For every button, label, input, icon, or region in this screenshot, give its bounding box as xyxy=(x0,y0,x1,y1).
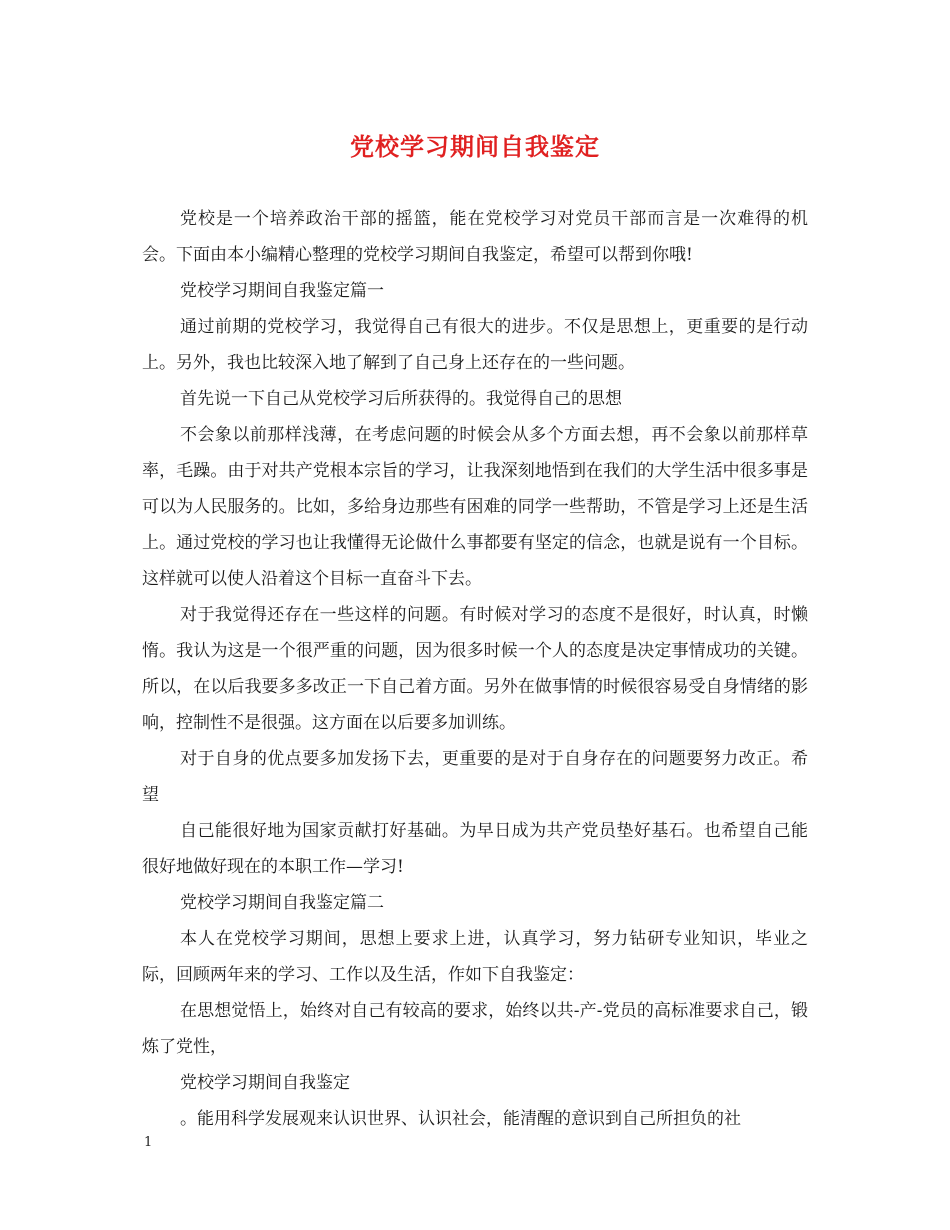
paragraph: 对于自身的优点要多加发扬下去，更重要的是对于自身存在的问题要努力改正。希望 xyxy=(142,749,808,805)
page-number: 1 xyxy=(144,1135,153,1150)
paragraph: 对于我觉得还存在一些这样的问题。有时候对学习的态度不是很好，时认真，时懒惰。我认为这是一个很严重的问题，因为很多时候一个人的态度是决定事情成功的关键。所以，在以后我要多多改正一下自己着方面。另外在做事情的时候很容易受自身情绪的影响，控制性不是很强。这方面在以后要多加训练。 xyxy=(142,605,808,733)
paragraph: 自己能很好地为国家贡献打好基础。为早日成为共产党员垫好基石。也希望自己能很好地做好现在的本职工作—学习! xyxy=(142,821,808,877)
paragraph: 不会象以前那样浅薄，在考虑问题的时候会从多个方面去想，再不会象以前那样草率，毛躁。由于对共产党根本宗旨的学习，让我深刻地悟到在我们的大学生活中很多事是可以为人民服务的。比如，多给身边那些有困难的同学一些帮助，不管是学习上还是生活上。通过党校的学习也让我懂得无论做什么事都要有坚定的信念，也就是说有一个目标。这样就可以使人沿着这个目标一直奋斗下去。 xyxy=(142,425,808,589)
paragraph-intro: 党校是一个培养政治干部的摇篮，能在党校学习对党员干部而言是一次难得的机会。下面由本小编精心整理的党校学习期间自我鉴定，希望可以帮到你哦! xyxy=(142,209,808,265)
document-body xyxy=(142,201,808,1137)
paragraph: 通过前期的党校学习，我觉得自己有很大的进步。不仅是思想上，更重要的是行动上。另外，我也比较深入地了解到了自己身上还存在的一些问题。 xyxy=(142,317,808,373)
section-heading-3: 党校学习期间自我鉴定 xyxy=(180,1073,350,1093)
section-heading-1: 党校学习期间自我鉴定篇一 xyxy=(180,281,384,301)
paragraph: 本人在党校学习期间，思想上要求上进，认真学习，努力钻研专业知识，毕业之际，回顾两年来的学习、工作以及生活，作如下自我鉴定： xyxy=(142,929,808,985)
section-heading-2: 党校学习期间自我鉴定篇二 xyxy=(180,893,384,913)
paragraph: 首先说一下自己从党校学习后所获得的。我觉得自己的思想 xyxy=(180,389,622,409)
paragraph: 在思想觉悟上，始终对自己有较高的要求，始终以共-产-党员的高标准要求自己，锻炼了党性， xyxy=(142,1001,808,1057)
paragraph: 。能用科学发展观来认识世界、认识社会，能清醒的意识到自己所担负的社 xyxy=(180,1109,741,1129)
document-title: 党校学习期间自我鉴定 xyxy=(350,132,600,161)
